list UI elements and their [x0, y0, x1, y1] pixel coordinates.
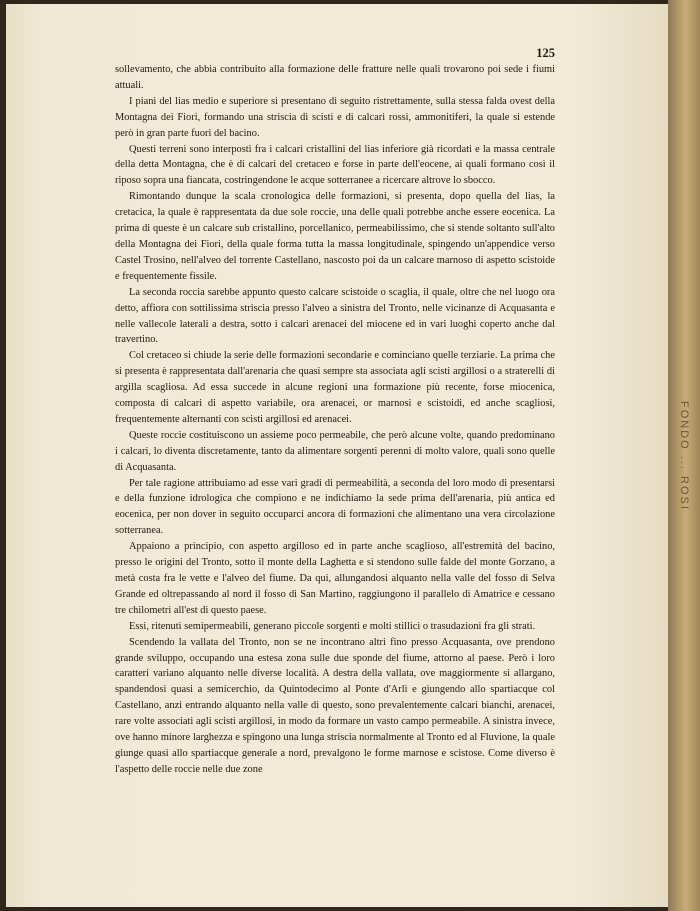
page-number: 125 [536, 46, 555, 60]
paragraph: Queste roccie costituiscono un assieme poco permeabile, che però alcune volte, quando predominano i calcari, lo diventa discretamente, tanto da alimentare sorgenti perenni di molto valore, quali sono quelle di Acquasanta. [115, 429, 555, 473]
paragraph: La seconda roccia sarebbe appunto questo calcare scistoide o scaglia, il quale, oltre che nel luogo ora detto, affiora con sottilissima striscia presso l'alveo a sinistra del Tronto, nelle vicinanze di Acquasanta e nelle vallecole laterali a destra, sotto i calcari arenacei del miocene ed in vari luoghi coperto anche dal travertino. [115, 286, 555, 346]
paragraph: sollevamento, che abbia contribuito alla formazione delle fratture nelle quali trovarono poi sede i fiumi attuali. [115, 64, 555, 91]
body-text [115, 62, 555, 778]
paragraph: I piani del lias medio e superiore si presentano di seguito ristrettamente, sulla stessa falda ovest della Montagna dei Fiori, formando una striscia di scisti e di calcari rossi, ammonitiferi, la quale si estende però in gran parte fuori del bacino. [115, 95, 555, 139]
book-binding-edge [668, 0, 700, 911]
paragraph: Scendendo la vallata del Tronto, non se ne incontrano altri fino presso Acquasanta, ove prendono grande sviluppo, occupando una estesa zona sulle due sponde del fiume, attorno al paese. Però i loro caratteri variano alquanto nelle diverse località. A destra della vallata, ove maggiormente si allargano, spandendosi quasi a semicerchio, da Quintodecimo al Ponte d'Arlì e giungendo allo spartiacque col Castellano, anzi entrando alquanto nella valle di questo, sono prevalentemente calcari bianchi, arenacei, rare volte associati agli scisti argillosi, in modo da formare un vasto campo permeabile. A sinistra invece, ove hanno minore larghezza e spingono una lunga striscia normalmente al Tronto ed al Fluvione, la quale giunge quasi allo spartiacque generale a nord, prevalgono le forme marnose e scistose. Come diverso è l'aspetto delle roccie nelle due zone [115, 636, 555, 775]
paragraph: Col cretaceo si chiude la serie delle formazioni secondarie e cominciano quelle terziarie. La prima che si presenta è rappresentata dall'arenaria che quasi sempre sta associata agli scisti argillosi o a straterelli di argilla scagliosa. Ad essa succede in alcune regioni una formazione più recente, forse miocenica, composta di calcari di aspetto variabile, ora arenacei, or marnosi e scistoidi, ed anche scagliosi, frequentemente alternanti con scisti argillosi ed arenacei. [115, 350, 555, 425]
paragraph: Essi, ritenuti semipermeabili, generano piccole sorgenti e molti stillici o trasudazioni fra gli strati. [129, 620, 536, 632]
paragraph: Rimontando dunque la scala cronologica delle formazioni, si presenta, dopo quella del lias, la cretacica, la quale è rappresentata da due sole roccie, una delle quali potrebbe anche essere eocenica. La prima di queste è un calcare sub cristallino, porcellanico, permeabilissimo, che si stende soltanto sull'alto della Montagna dei Fiori, della quale forma tutta la massa longitudinale, spingendo un'appendice verso Castel Trosino, nell'alveo del torrente Castellano, nascosto poi da un calcare marnoso di aspetto scistoide e frequentemente fissile. [115, 191, 555, 282]
paragraph: Per tale ragione attribuiamo ad esse vari gradi di permeabilità, a seconda del loro modo di presentarsi e della funzione idrologica che compiono e ne indichiamo la sede prima dell'arenaria, più antica ed eocenica, per non dover in seguito occuparci ancora di formazioni che alimentano una vera circolazione sotterranea. [115, 477, 555, 537]
paragraph: Questi terreni sono interposti fra i calcari cristallini del lias inferiore già ricordati e la massa centrale della detta Montagna, che è di calcari del cretaceo e forse in parte dell'eocene, ai quali formano così il riposo sopra una fiancata, costringendone le acque sotterranee a ricercare altrove lo sbocco. [115, 143, 555, 187]
paragraph: Appaiono a principio, con aspetto argilloso ed in parte anche scaglioso, all'estremità del bacino, presso le origini del Tronto, sotto il monte della Laghetta e si stendono sulle falde del monte Gorzano, a metà costa fra le vette e l'alveo del fiume. Da qui, allungandosi alquanto nella valle del fosso di Selva Grande ed oltrepassando al nord il fosso di San Martino, raggiungono il parallelo di Amatrice e cessano tre chilometri all'est di questo paese. [115, 541, 555, 616]
binding-label: FONDO ... ROSI [678, 400, 690, 511]
